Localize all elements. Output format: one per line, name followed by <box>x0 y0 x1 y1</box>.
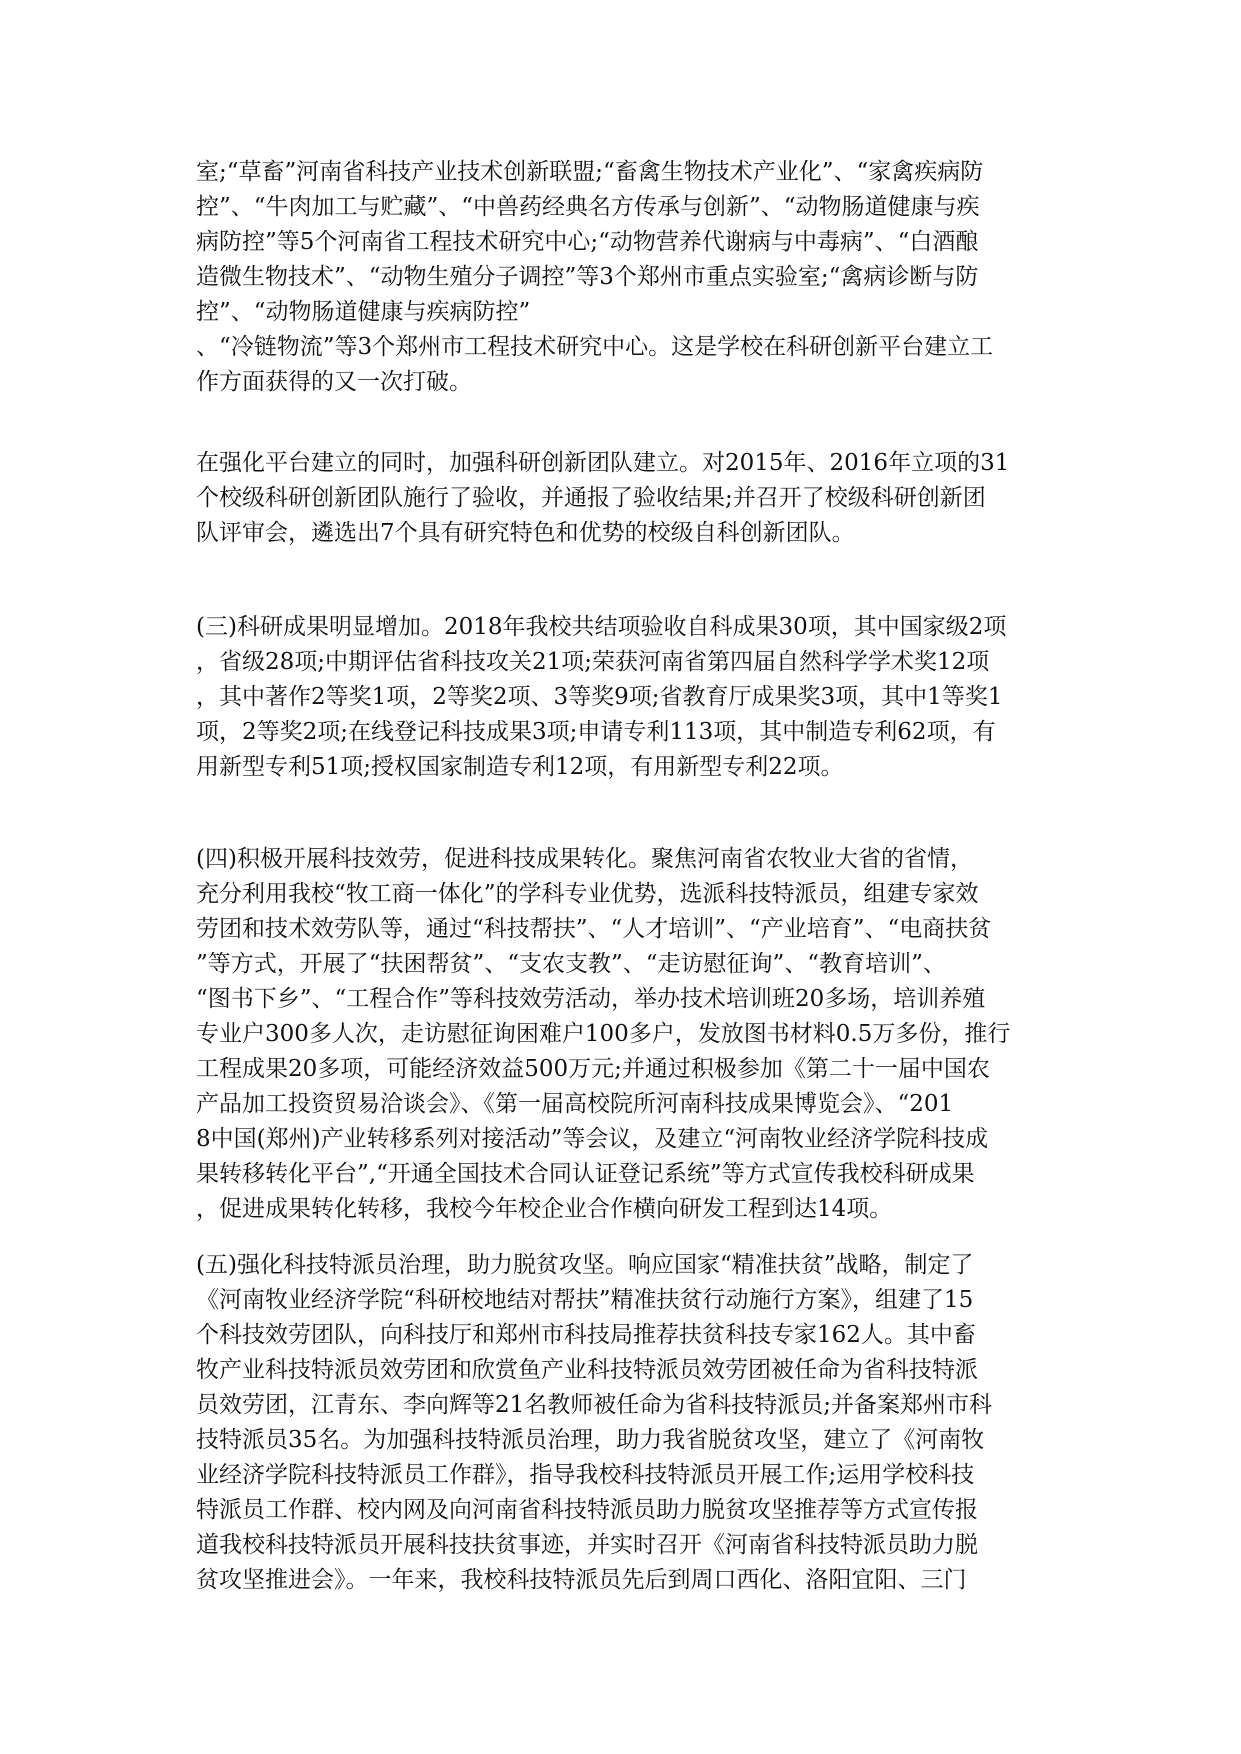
paragraph-tech-services <box>196 842 1056 1227</box>
text-line: ，其中著作2等奖1项，2等奖2项、3等奖9项;省教育厅成果奖3项，其中1等奖1 <box>196 684 1003 710</box>
text-line: 专业户300多人次，走访慰征询困难户100多户，发放图书材料0.5万多份，推行 <box>196 1021 1011 1047</box>
text-line: 技特派员35名。为加强科技特派员治理，助力我省脱贫攻坚，建立了《河南牧 <box>196 1427 985 1453</box>
text-line: 工程成果20多项，可能经济效益500万元;并通过积极参加《第二十一届中国农 <box>196 1056 990 1082</box>
paragraph-research-results <box>196 610 1056 785</box>
text-line: 牧产业科技特派员效劳团和欣赏鱼产业科技特派员效劳团被任命为省科技特派 <box>196 1357 978 1383</box>
text-line: 项，2等奖2项;在线登记科技成果3项;申请专利113项，其中制造专利62项，有 <box>196 719 996 745</box>
text-line: 道我校科技特派员开展科技扶贫事迹，并实时召开《河南省科技特派员助力脱 <box>196 1532 978 1558</box>
text-line: 8中国(郑州)产业转移系列对接活动”等会议，及建立“河南牧业经济学院科技成 <box>196 1126 989 1152</box>
text-line: 造微生物技术”、“动物生殖分子调控”等3个郑州市重点实验室;“禽病诊断与防 <box>196 264 979 290</box>
paragraph-research-platforms <box>196 155 1056 400</box>
text-line: (四)积极开展科技效劳，促进科技成果转化。聚焦河南省农牧业大省的省情， <box>196 846 973 872</box>
text-line: 贫攻坚推进会》。一年来，我校科技特派员先后到周口西化、洛阳宜阳、三门 <box>196 1567 967 1593</box>
text-line: 室;“草畜”河南省科技产业技术创新联盟;“畜禽生物技术产业化”、“家禽疾病防 <box>196 159 984 185</box>
text-line: 充分利用我校“牧工商一体化”的学科专业优势，选派科技特派员，组建专家效 <box>196 881 979 907</box>
text-line: 控”、“动物肠道健康与疾病防控” <box>196 299 531 325</box>
text-line: 在强化平台建立的同时，加强科研创新团队建立。对2015年、2016年立项的31 <box>196 450 1010 476</box>
paragraph-research-teams <box>196 446 1056 551</box>
text-line: 控”、“牛肉加工与贮藏”、“中兽药经典名方传承与创新”、“动物肠道健康与疾 <box>196 194 980 220</box>
text-line: 《河南牧业经济学院“科研校地结对帮扶”精准扶贫行动施行方案》，组建了15 <box>196 1287 974 1313</box>
text-line: ，省级28项;中期评估省科技攻关21项;荣获河南省第四届自然科学学术奖12项 <box>196 649 990 675</box>
text-line: 个科技效劳团队，向科技厅和郑州市科技局推荐扶贫科技专家162人。其中畜 <box>196 1322 976 1348</box>
text-line: 产品加工投资贸易洽谈会》、《第一届高校院所河南科技成果博览会》、“201 <box>196 1091 954 1117</box>
text-line: 个校级科研创新团队施行了验收，并通报了验收结果;并召开了校级科研创新团 <box>196 485 986 511</box>
text-line: 业经济学院科技特派员工作群》，指导我校科技特派员开展工作;运用学校科技 <box>196 1462 975 1488</box>
text-line: (五)强化科技特派员治理，助力脱贫攻坚。响应国家“精准扶贫”战略，制定了 <box>196 1252 974 1278</box>
text-line: ，促进成果转化转移，我校今年校企业合作横向研发工程到达14项。 <box>196 1196 893 1222</box>
text-line: 病防控”等5个河南省工程技术研究中心;“动物营养代谢病与中毒病”、“白酒酿 <box>196 229 979 255</box>
text-line: 、“冷链物流”等3个郑州市工程技术研究中心。这是学校在科研创新平台建立工 <box>196 334 994 360</box>
text-line: 特派员工作群、校内网及向河南省科技特派员助力脱贫攻坚推荐等方式宣传报 <box>196 1497 978 1523</box>
text-line: ”等方式，开展了“扶困帮贫”、“支农支教”、“走访慰征询”、“教育培训”、 <box>196 951 946 977</box>
text-line: 员效劳团，江青东、李向辉等21名教师被任命为省科技特派员;并备案郑州市科 <box>196 1392 993 1418</box>
text-line: 用新型专利51项;授权国家制造专利12项，有用新型专利22项。 <box>196 754 844 780</box>
text-line: (三)科研成果明显增加。2018年我校共结项验收自科成果30项，其中国家级2项 <box>196 614 1007 640</box>
text-line: “图书下乡”、“工程合作”等科技效劳活动，举办技术培训班20多场，培训养殖 <box>196 986 986 1012</box>
text-line: 作方面获得的又一次打破。 <box>196 369 472 395</box>
text-line: 队评审会，遴选出7个具有研究特色和优势的校级自科创新团队。 <box>196 520 855 546</box>
text-line: 劳团和技术效劳队等，通过“科技帮扶”、“人才培训”、“产业培育”、“电商扶贫 <box>196 916 992 942</box>
text-line: 果转移转化平台”,“开通全国技术合同认证登记系统”等方式宣传我校科研成果 <box>196 1161 975 1187</box>
paragraph-tech-commissioners <box>196 1248 1056 1598</box>
